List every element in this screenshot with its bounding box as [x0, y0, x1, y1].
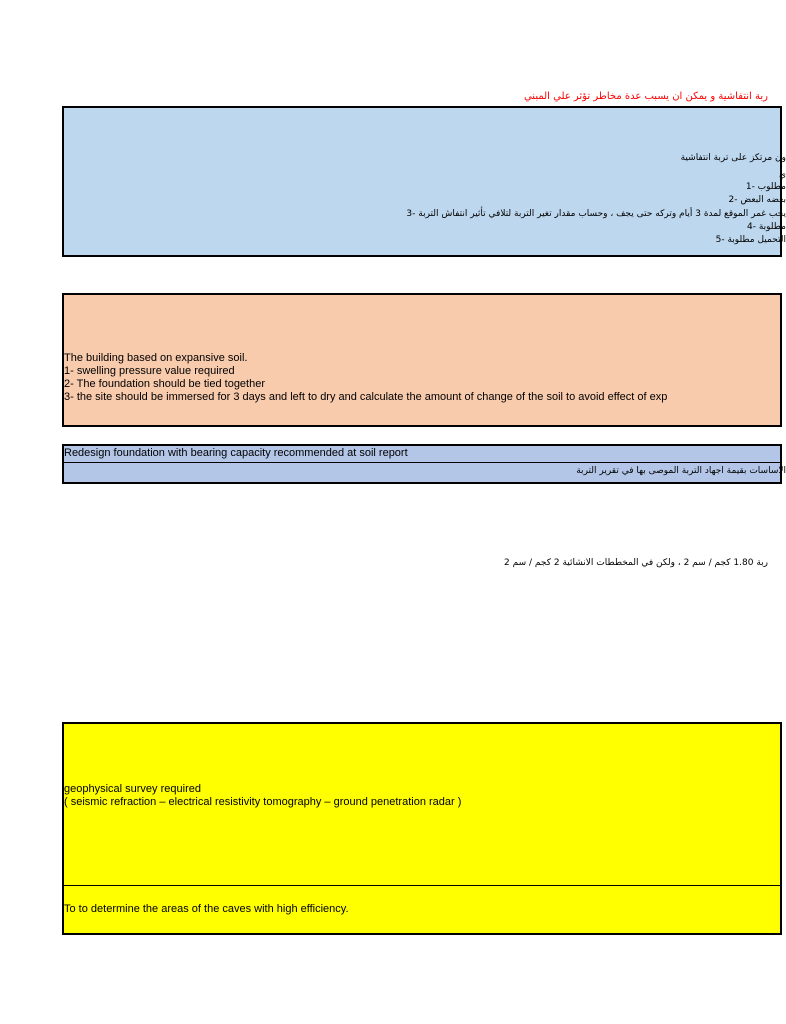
divider — [64, 462, 780, 463]
arabic-line: بعضه البعض -2 — [728, 195, 786, 205]
arabic-line: مطلوبة -4 — [746, 222, 786, 232]
arabic-line: التحميل مطلوبة -5 — [715, 235, 786, 245]
english-line: 1- swelling pressure value required — [64, 365, 235, 377]
arabic-notes-box — [62, 106, 786, 257]
bearing-note: ربة 1.80 كجم / سم 2 ، ولكن في المخططات الانشائية 2 كجم / سم 2 — [504, 558, 768, 568]
divider — [64, 885, 780, 886]
english-line: The building based on expansive soil. — [64, 352, 248, 364]
english-notes-box — [62, 293, 782, 427]
geophysics-methods: ( seismic refraction – electrical resistivity tomography – ground penetration radar ) — [64, 796, 462, 808]
english-line: 2- The foundation should be tied together — [64, 378, 266, 390]
geophysics-box — [62, 722, 782, 935]
arabic-line: مطلوب -1 — [745, 182, 786, 192]
english-line: 3- the site should be immersed for 3 days and left to dry and calculate the amount of change of the soil to avoid effect of exp — [64, 391, 668, 403]
geophysics-line: geophysical survey required — [64, 783, 201, 795]
arabic-line: ون مرتكز على تربة انتفاشية — [680, 153, 786, 163]
warning-text: ربة انتفاشية و يمكن ان يسبب عدة مخاطر تؤثر علي المبني — [523, 91, 768, 102]
redesign-arabic: الاساسات بقيمة اجهاد التربة الموصى بها في تقرير التربة — [576, 466, 786, 476]
redesign-box — [62, 444, 786, 484]
redesign-english: Redesign foundation with bearing capacity recommended at soil report — [64, 447, 408, 459]
arabic-line: يجب غمر الموقع لمدة 3 أيام وتركه حتى يجف ، وحساب مقدار تغير التربة لتلافي تأثير انتفاش التربة -3 — [406, 209, 786, 219]
caves-note: To to determine the areas of the caves with high efficiency. — [64, 903, 349, 915]
arabic-line: ي — [778, 170, 786, 180]
